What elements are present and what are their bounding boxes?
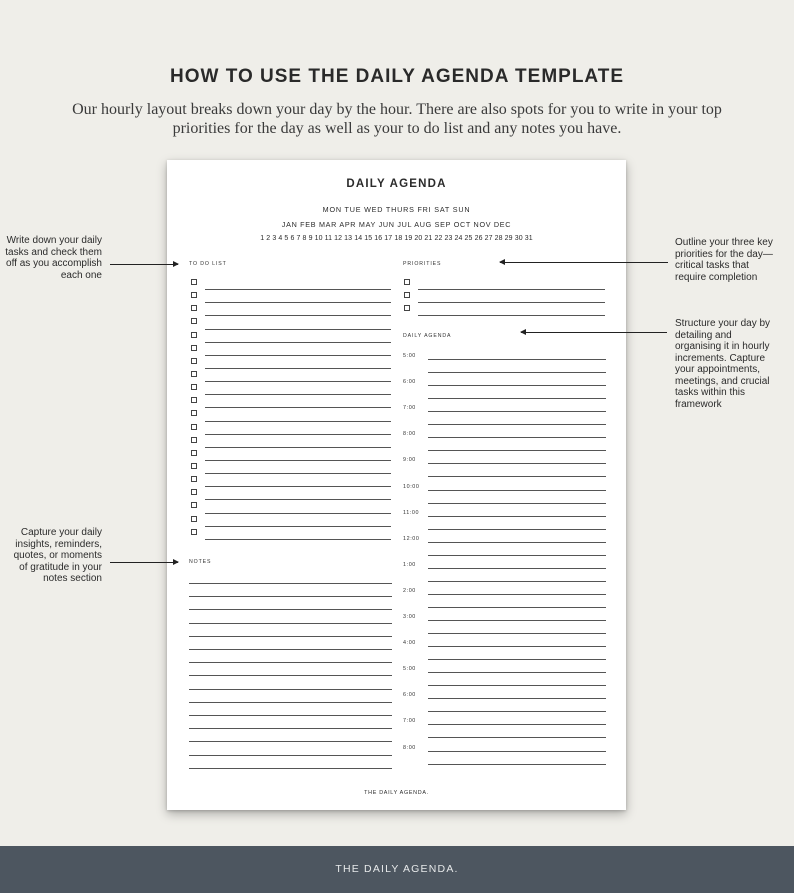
hour-write-line — [428, 698, 606, 699]
hour-label: 11:00 — [403, 509, 420, 516]
hour-write-line — [428, 503, 606, 504]
note-line — [189, 609, 392, 610]
hour-write-line — [428, 385, 606, 386]
hour-label: 2:00 — [403, 587, 416, 594]
hour-write-line — [428, 411, 606, 412]
note-line — [189, 689, 392, 690]
todo-list — [191, 277, 392, 540]
todo-item — [191, 435, 392, 448]
hour-write-line — [428, 633, 606, 634]
checkbox-icon — [404, 292, 410, 298]
hour-write-line — [428, 463, 606, 464]
note-line — [189, 623, 392, 624]
todo-item — [191, 356, 392, 369]
todo-arrow-icon — [110, 264, 178, 265]
priority-item — [404, 303, 606, 316]
agenda-annotation: Structure your day by detailing and organising it in hourly increments. Capture your appointments, meetings, and crucial tasks within this framework — [675, 318, 771, 410]
agenda-arrow-icon — [521, 332, 667, 333]
checkbox-icon — [191, 450, 197, 456]
hour-write-line — [428, 516, 606, 517]
priorities-list — [404, 277, 606, 316]
hour-label: 1:00 — [403, 561, 416, 568]
todo-item — [191, 527, 392, 540]
hour-write-line — [428, 751, 606, 752]
hour-write-line — [428, 594, 606, 595]
hour-write-line — [428, 568, 606, 569]
daily-agenda-label: DAILY AGENDA — [403, 333, 452, 339]
note-line — [189, 715, 392, 716]
hour-write-line — [428, 476, 606, 477]
priorities-arrow-icon — [500, 262, 668, 263]
checkbox-icon — [191, 345, 197, 351]
hour-label: 10:00 — [403, 483, 420, 490]
checkbox-icon — [404, 279, 410, 285]
days-of-week-row: MON TUE WED THURS FRI SAT SUN — [322, 205, 471, 214]
checkbox-icon — [191, 437, 197, 443]
hour-write-line — [428, 542, 606, 543]
todo-list-label: TO DO LIST — [189, 261, 227, 267]
bottom-brand-bar — [0, 846, 794, 893]
hour-write-line — [428, 724, 606, 725]
page-description: Our hourly layout breaks down your day by the hour. There are also spots for you to write in your top priorities for the day as well as your to do list and any notes you have. — [72, 101, 722, 137]
hour-write-line — [428, 450, 606, 451]
hour-write-line — [428, 372, 606, 373]
notes-annotation: Capture your daily insights, reminders, quotes, or moments of gratitude in your notes section — [13, 527, 102, 584]
hour-write-line — [428, 672, 606, 673]
checkbox-icon — [191, 410, 197, 416]
hour-label: 9:00 — [403, 457, 416, 464]
hour-write-line — [428, 646, 606, 647]
checkbox-icon — [404, 305, 410, 311]
hour-label: 7:00 — [403, 718, 416, 725]
write-line — [418, 315, 605, 316]
todo-item — [191, 474, 392, 487]
todo-item — [191, 343, 392, 356]
todo-item — [191, 422, 392, 435]
hour-write-line — [428, 620, 606, 621]
todo-item — [191, 461, 392, 474]
note-line — [189, 702, 392, 703]
priority-item — [404, 290, 606, 303]
hour-label: 5:00 — [403, 666, 416, 673]
checkbox-icon — [191, 371, 197, 377]
note-line — [189, 755, 392, 756]
note-line — [189, 596, 392, 597]
checkbox-icon — [191, 502, 197, 508]
hour-write-line — [428, 555, 606, 556]
note-line — [189, 636, 392, 637]
todo-item — [191, 330, 392, 343]
hour-label: 3:00 — [403, 614, 416, 620]
checkbox-icon — [191, 305, 197, 311]
checkbox-icon — [191, 424, 197, 430]
note-line — [189, 768, 392, 769]
bottom-brand-label: THE DAILY AGENDA. — [335, 863, 459, 875]
todo-item — [191, 500, 392, 513]
checkbox-icon — [191, 279, 197, 285]
todo-item — [191, 290, 392, 303]
hour-write-line — [428, 685, 606, 686]
todo-item — [191, 408, 392, 421]
checkbox-icon — [191, 529, 197, 535]
hour-label: 6:00 — [403, 692, 416, 699]
note-line — [189, 649, 392, 650]
write-line — [205, 539, 391, 540]
dates-row: 1 2 3 4 5 6 7 8 9 10 11 12 13 14 15 16 17 18 19 20 21 22 23 24 25 26 27 28 29 30 31 — [260, 235, 533, 242]
checkbox-icon — [191, 397, 197, 403]
todo-item — [191, 448, 392, 461]
priorities-label: PRIORITIES — [403, 261, 442, 267]
hour-write-line — [428, 737, 606, 738]
todo-item — [191, 514, 392, 527]
hour-label: 6:00 — [403, 379, 416, 386]
page-footer-brand: THE DAILY AGENDA. — [364, 790, 429, 796]
priorities-annotation: Outline your three key priorities for the day—critical tasks that require completion — [675, 237, 773, 283]
agenda-page-preview — [167, 160, 626, 810]
checkbox-icon — [191, 292, 197, 298]
hour-write-line — [428, 711, 606, 712]
note-line — [189, 728, 392, 729]
hour-write-line — [428, 659, 606, 660]
note-line — [189, 675, 392, 676]
agenda-title: DAILY AGENDA — [346, 178, 447, 190]
hour-write-line — [428, 764, 606, 765]
note-line — [189, 662, 392, 663]
hour-write-line — [428, 398, 606, 399]
months-row: JAN FEB MAR APR MAY JUN JUL AUG SEP OCT NOV DEC — [281, 220, 512, 229]
todo-item — [191, 382, 392, 395]
checkbox-icon — [191, 476, 197, 482]
checkbox-icon — [191, 318, 197, 324]
checkbox-icon — [191, 516, 197, 522]
hour-write-line — [428, 529, 606, 530]
checkbox-icon — [191, 489, 197, 495]
notes-arrow-icon — [110, 562, 178, 563]
hour-label: 4:00 — [403, 640, 416, 647]
checkbox-icon — [191, 358, 197, 364]
todo-annotation: Write down your daily tasks and check them off as you accomplish each one — [5, 235, 102, 281]
hour-write-line — [428, 359, 606, 360]
hour-label: 8:00 — [403, 744, 416, 751]
hour-write-line — [428, 581, 606, 582]
note-line — [189, 583, 392, 584]
hour-write-line — [428, 437, 606, 438]
checkbox-icon — [191, 332, 197, 338]
checkbox-icon — [191, 463, 197, 469]
hour-write-line — [428, 607, 606, 608]
checkbox-icon — [191, 384, 197, 390]
notes-label: NOTES — [189, 559, 212, 565]
todo-item — [191, 277, 392, 290]
todo-item — [191, 487, 392, 500]
page-heading: HOW TO USE THE DAILY AGENDA TEMPLATE — [169, 66, 625, 87]
todo-item — [191, 316, 392, 329]
priority-item — [404, 277, 606, 290]
hour-label: 8:00 — [403, 431, 416, 438]
hour-write-line — [428, 424, 606, 425]
hour-label: 7:00 — [403, 405, 416, 412]
note-line — [189, 741, 392, 742]
todo-item — [191, 395, 392, 408]
todo-item — [191, 303, 392, 316]
hour-label: 5:00 — [403, 353, 416, 359]
todo-item — [191, 369, 392, 382]
hour-write-line — [428, 490, 606, 491]
hour-label: 12:00 — [403, 535, 420, 542]
